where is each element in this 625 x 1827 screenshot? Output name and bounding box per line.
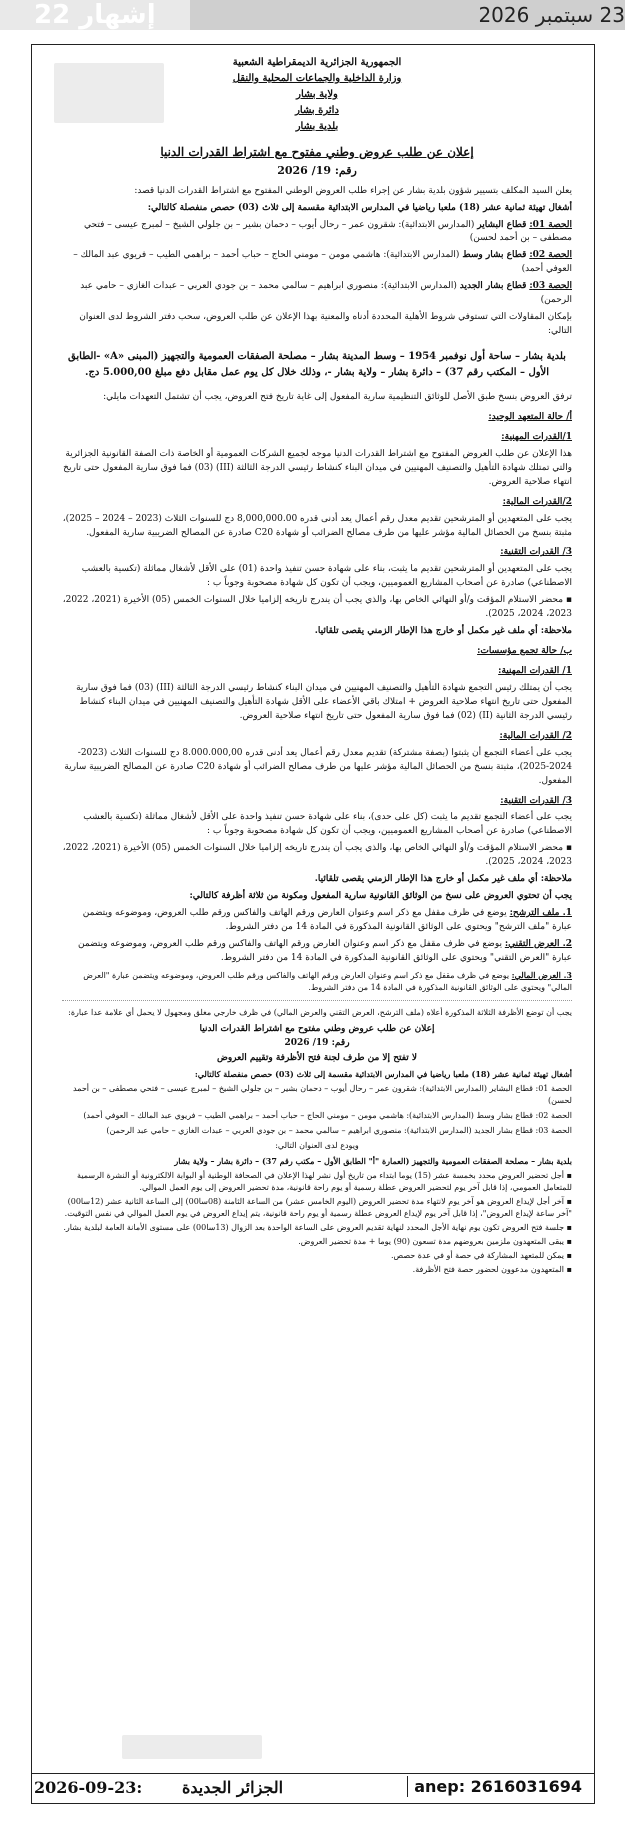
outer-lot-item: الحصة 02: قطاع بشار وسط (المدارس الابتدائية): هاشمي مومن – مومني الحاج – حباب أحمد – براهمي الطيب – فريوي عبد المالك – العوفي أحمد) bbox=[83, 1111, 572, 1120]
notice-ref: رقم: 19/ 2026 bbox=[277, 163, 357, 177]
consortium-professional-heading: 1/ القدرات المهنية: bbox=[498, 666, 572, 677]
outer-envelope-ref: رقم: 19/ 2026 bbox=[284, 1038, 350, 1049]
wilaya-line: ولاية بشار bbox=[296, 89, 338, 100]
footer-bar bbox=[31, 1774, 595, 1804]
technical-capacity-heading: 3/ القدرات التقنية: bbox=[500, 547, 572, 558]
deposit-label: ويودع لدى العنوان التالي: bbox=[275, 1141, 359, 1150]
files-intro: يجب أن تحتوي العروض على نسخ من الوثائق القانونية سارية المفعول ومكونة من ثلاثة أظرفة كالتالي: bbox=[189, 891, 572, 902]
masthead-date: 23 سبتمبر 2026 bbox=[478, 3, 625, 27]
consortium-financial-heading: 2/ القدرات المالية: bbox=[499, 730, 572, 741]
consortium-technical-heading: 3/ القدرات التقنية: bbox=[500, 795, 572, 806]
financial-capacity-text: يجب على المتعهدين أو المترشحين تقديم معدل رقم أعمال يعد أدنى قدره 8,000,000.00 دج للسنوات الثلاث (2023 – 2024 – 2025)، مثبتة بنسخ من الحصائل المالية مؤشر عليها من طرف مصالح الضرائب أو شهادة C20 صادرة عن المصالح الضريبية سارية المفعول. bbox=[62, 513, 572, 538]
footer-newspaper: الجزائر الجديدة bbox=[182, 1778, 284, 1797]
footer-date: 2026-09-23: bbox=[34, 1778, 143, 1797]
lot-item: الحصة 03: قطاع بشار الجديد (المدارس الابتدائية): منصوري ابراهيم – سالمي محمد – بن جودي العربي – عبدات الغازي – حامي عبد الرحمن) bbox=[80, 281, 572, 306]
lot-item: الحصة 01: قطاع البشاير (المدارس الابتدائية): شقرون عمر – رحال أيوب – دحمان بشير – بن جلولي الشيخ – لمبرج عيسى – فتحي مصطفى – بن أحمد لحسن) bbox=[84, 219, 572, 244]
technical-capacity-text: يجب على المتعهدين أو المترشحين تقديم ما يثبت، بناء على شهادة حسن تنفيذ واحدة (01) على الأقل لأشغال مماثلة (تكسية بالعشب الاصطناعي) صادرة عن أصحاب المشاريع العموميين، ويجب أن تكون كل شهادة مصحوبة وجوباً ب : bbox=[81, 564, 572, 589]
redacted-signature bbox=[122, 1735, 262, 1759]
intro-text: يعلن السيد المكلف بتسيير شؤون بلدية بشار عن إجراء طلب العروض الوطني المفتوح مع اشتراط القدرات الدنيا قصد: bbox=[134, 185, 572, 196]
republic-line: الجمهورية الجزائرية الديمقراطية الشعبية bbox=[232, 57, 402, 68]
commune-line: بلدية بشار bbox=[295, 121, 339, 132]
rule-item: ▪ آخر أجل لإيداع العروض هو آخر يوم لانتهاء مدة تحضير العروض (اليوم الخامس عشر) من الساعة الثامنة (08سا00) إلى الساعة الثانية عشر (12سا00) "آخر ساعة لإيداع العروض"، إذا قابل آخر يوم لإيداع العروض عطلة رسمية أو يوم راحة قانونية، يتم إيداع العروض في يوم العمل الموالي في نفس التوقيت. bbox=[62, 1196, 572, 1220]
lots-list bbox=[62, 219, 572, 309]
consortium-note: ملاحظة: أي ملف غير مكمل أو خارج هذا الإطار الزمني يقصى تلقائيا. bbox=[314, 874, 572, 885]
consortium-technical-bullet: ▪ محضر الاستلام المؤقت و/أو النهائي الخاص بها، والذي يجب أن يندرج تاريخه إلزاميا خلال السنوات الخمس (05) الأخيرة (2021، 2022، 2023، 2024، 2025). bbox=[62, 842, 572, 870]
consortium-technical-text: يجب على أعضاء التجمع تقديم ما يثبت (كل على حدى)، بناء على شهادة حسن تنفيذ واحدة على الأقل لأشغال مماثلة (تكسية بالعشب الاصطناعي) صادرة عن أصحاب المشاريع العموميين، ويجب أن تكون كل شهادة مصحوبة وجوباً ب : bbox=[83, 812, 572, 837]
single-bidder-note: ملاحظة: أي ملف غير مكمل أو خارج هذا الإطار الزمني يقصى تلقائيا. bbox=[314, 626, 572, 637]
notice-content bbox=[62, 55, 572, 1278]
footer-anep-number: anep: 2616031694 bbox=[407, 1776, 588, 1797]
deposit-address: بلدية بشار – مصلحة الصفقات العمومية والتجهيز (العمارة "أ" الطابق الأول – مكتب رقم 37) – دائرة بشار – ولاية بشار bbox=[174, 1156, 572, 1166]
rule-item: ▪ أجل تحضير العروض محدد بخمسة عشر (15) يوما ابتداء من تاريخ أول نشر لهذا الإعلان في الصحافة الوطنية أو البوابة الالكترونية أو النشرة الرسمية للمتعامل العمومي، إذا قابل آخر يوم لتحضير العروض عطلة رسمية أو يوم راحة قانونية، مدة تحضير العروض إلى يوم العمل الموالي. bbox=[62, 1170, 572, 1194]
rules-list bbox=[62, 1170, 572, 1276]
professional-capacity-text: هذا الإعلان عن طلب العروض المفتوح مع اشتراط القدرات الدنيا موجه لجميع الشركات العمومية أو الخاصة ذات الصفة القانونية الجزائرية والتي تمتلك شهادة التأهيل والتصنيف المهنيين في ميدان البناء كنشاط رئيسي الدرجة الثالثة (III) (03) فما فوق سارية المفعول حتى تاريخ انتهاء صلاحية العروض. bbox=[63, 448, 572, 487]
envelope-text: يجب أن توضع الأظرفة الثلاثة المذكورة أعلاه (ملف الترشح، العرض التقني والعرض المالي) في ظرف خارجي مغلق ومجهول لا يحمل أي علامة عدا عبارة: bbox=[68, 1007, 572, 1017]
consortium-financial-text: يجب على أعضاء التجمع أن يثبتوا (بصفة مشتركة) تقديم معدل رقم أعمال يعد أدنى قدره 8.000.000,00 دج للسنوات الثلاث (2023-2024-2025)، مثبتة بنسخ من الحصائل المالية مؤشر عليها من طرف مصالح الضرائب أو شهادة C20 صادرة عن المصالح الضريبية سارية المفعول. bbox=[64, 747, 572, 786]
rule-item: ▪ جلسة فتح العروض تكون يوم نهاية الأجل المحدد لنهاية تقديم العروض على الساعة الواحدة بعد الزوال (13سا00) على مستوى الأمانة العامة لبلدية بشار. bbox=[62, 1222, 572, 1234]
file-item: 3. العرض المالي: يوضع في ظرف مقفل مع ذكر اسم وعنوان العارض ورقم الهاتف والفاكس ورقم طلب العروض، وموضوعه ويتضمن عبارة "العرض المالي" ويحتوي على الوثائق القانونية المذكورة في المادة 14 من دفتر الشروط. bbox=[83, 969, 572, 992]
notice-title: إعلان عن طلب عروض وطني مفتوح مع اشتراط القدرات الدنيا bbox=[160, 145, 474, 159]
documents-intro: ترفق العروض بنسخ طبق الأصل للوثائق التنظيمية سارية المفعول إلى غاية تاريخ فتح العروض، يجب أن تشتمل التعهدات مايلي: bbox=[103, 392, 572, 403]
consortium-professional-text: يجب أن يمتلك رئيس التجمع شهادة التأهيل والتصنيف المهنيين في ميدان البناء كنشاط رئيسي الدرجة الثالثة (III) (03) فما فوق سارية المفعول حتى تاريخ انتهاء صلاحية العروض + امتلاك باقي الأعضاء على الأقل شهادة التأهيل والتصنيف المهنيين في ميدان البناء كنشاط رئيسي الدرجة الثانية (II) (02) فما فوق سارية المفعول حتى تاريخ انتهاء صلاحية العروض. bbox=[76, 682, 572, 721]
professional-capacity-heading: 1/القدرات المهنية: bbox=[501, 431, 572, 442]
outer-lot-item: الحصة 01: قطاع البشاير (المدارس الابتدائية): شقرون عمر – رحال أيوب – دحمان بشير – بن جلولي الشيخ – لمبرج عيسى – فتحي مصطفى – بن أحمد لحسن) bbox=[73, 1084, 572, 1105]
rule-item: ▪ المتعهدون مدعوون لحضور حصة فتح الأظرفة. bbox=[62, 1264, 572, 1276]
masthead bbox=[0, 0, 625, 30]
consortium-technical-list bbox=[62, 842, 572, 870]
daira-line: دائرة بشار bbox=[295, 105, 339, 116]
outer-project-text: أشغال تهيئة ثمانية عشر (18) ملعبا رياضيا في المدارس الابتدائية مقسمة إلى ثلاث (03) حصص منفصلة كالتالي: bbox=[194, 1069, 572, 1079]
outer-envelope-warning: لا تفتح إلا من طرف لجنة فتح الأظرفة وتقييم العروض bbox=[216, 1052, 418, 1063]
technical-capacity-list bbox=[62, 594, 572, 622]
outer-lot-item: الحصة 03: قطاع بشار الجديد (المدارس الابتدائية): منصوري ابراهيم – سالمي محمد – بن جودي العربي – عبدات الغازي – حامي عبد الرحمن) bbox=[106, 1126, 572, 1135]
outer-envelope-block bbox=[62, 1022, 572, 1065]
file-item: 1. ملف الترشح: يوضع في ظرف مقفل مع ذكر اسم وعنوان العارض ورقم الهاتف والفاكس ورقم طلب العروض، وموضوعه ويتضمن عبارة "ملف الترشح" ويحتوي على الوثائق القانونية المذكورة في المادة 14 من دفتر الشروط. bbox=[82, 908, 572, 933]
ministry-line: وزارة الداخلية والجماعات المحلية والنقل bbox=[232, 73, 402, 84]
notice-frame bbox=[31, 44, 595, 1774]
lot-item: الحصة 02: قطاع بشار وسط (المدارس الابتدائية): هاشمي مومن – مومني الحاج – حباب أحمد – براهمي الطيب – فريوي عبد المالك – العوفي أحمد) bbox=[73, 250, 572, 275]
technical-capacity-bullet: ▪ محضر الاستلام المؤقت و/أو النهائي الخاص بها، والذي يجب أن يندرج تاريخه إلزاميا خلال السنوات الخمس (05) الأخيرة (2021، 2022، 2023، 2024، 2025). bbox=[62, 594, 572, 622]
consortium-heading: ب/ حالة تجمع مؤسسات: bbox=[477, 646, 572, 657]
notice-header bbox=[62, 55, 572, 135]
financial-capacity-heading: 2/القدرات المالية: bbox=[502, 496, 572, 507]
eligibility-text: بإمكان المقاولات التي تستوفي شروط الأهلية المحددة أدناه والمعنية بهذا الإعلان عن طلب العروض، سحب دفتر الشروط لدى العنوان التالي: bbox=[79, 312, 572, 337]
masthead-section-label: إشهار 22 bbox=[34, 0, 156, 30]
single-bidder-heading: أ/ حالة المتعهد الوحيد: bbox=[488, 411, 572, 422]
file-item: 2. العرض التقني: يوضع في ظرف مقفل مع ذكر اسم وعنوان العارض ورقم الهاتف والفاكس ورقم طلب العروض، وموضوعه ويتضمن عبارة "العرض التقني" ويحتوي على الوثائق القانونية المذكورة في المادة 14 من دفتر الشروط. bbox=[78, 938, 572, 963]
project-text: أشغال تهيئة ثمانية عشر (18) ملعبا رياضيا في المدارس الابتدائية مقسمة إلى ثلاث (03) حصص منفصلة كالتالي: bbox=[147, 202, 572, 213]
outer-envelope-line: إعلان عن طلب عروض وطني مفتوح مع اشتراط القدرات الدنيا bbox=[199, 1023, 435, 1034]
rule-item: ▪ يبقى المتعهدون ملزمين بعروضهم مدة تسعون (90) يوما + مدة تحضير العروض. bbox=[62, 1236, 572, 1248]
divider bbox=[62, 1000, 572, 1001]
files-list bbox=[62, 907, 572, 994]
rule-item: ▪ يمكن للمتعهد المشاركة في حصة أو في عدة حصص. bbox=[62, 1250, 572, 1262]
withdrawal-address: بلدية بشار – ساحة أول نوفمبر 1954 – وسط المدينة بشار – مصلحة الصفقات العمومية والتجهيز (المبنى «A» -الطابق الأول – المكتب رقم 37) – دائرة بشار – ولاية بشار -، وذلك خلال كل يوم عمل مقابل دفع مبلغ 5.000,00 دج. bbox=[68, 351, 566, 379]
outer-lots-list bbox=[62, 1083, 572, 1137]
